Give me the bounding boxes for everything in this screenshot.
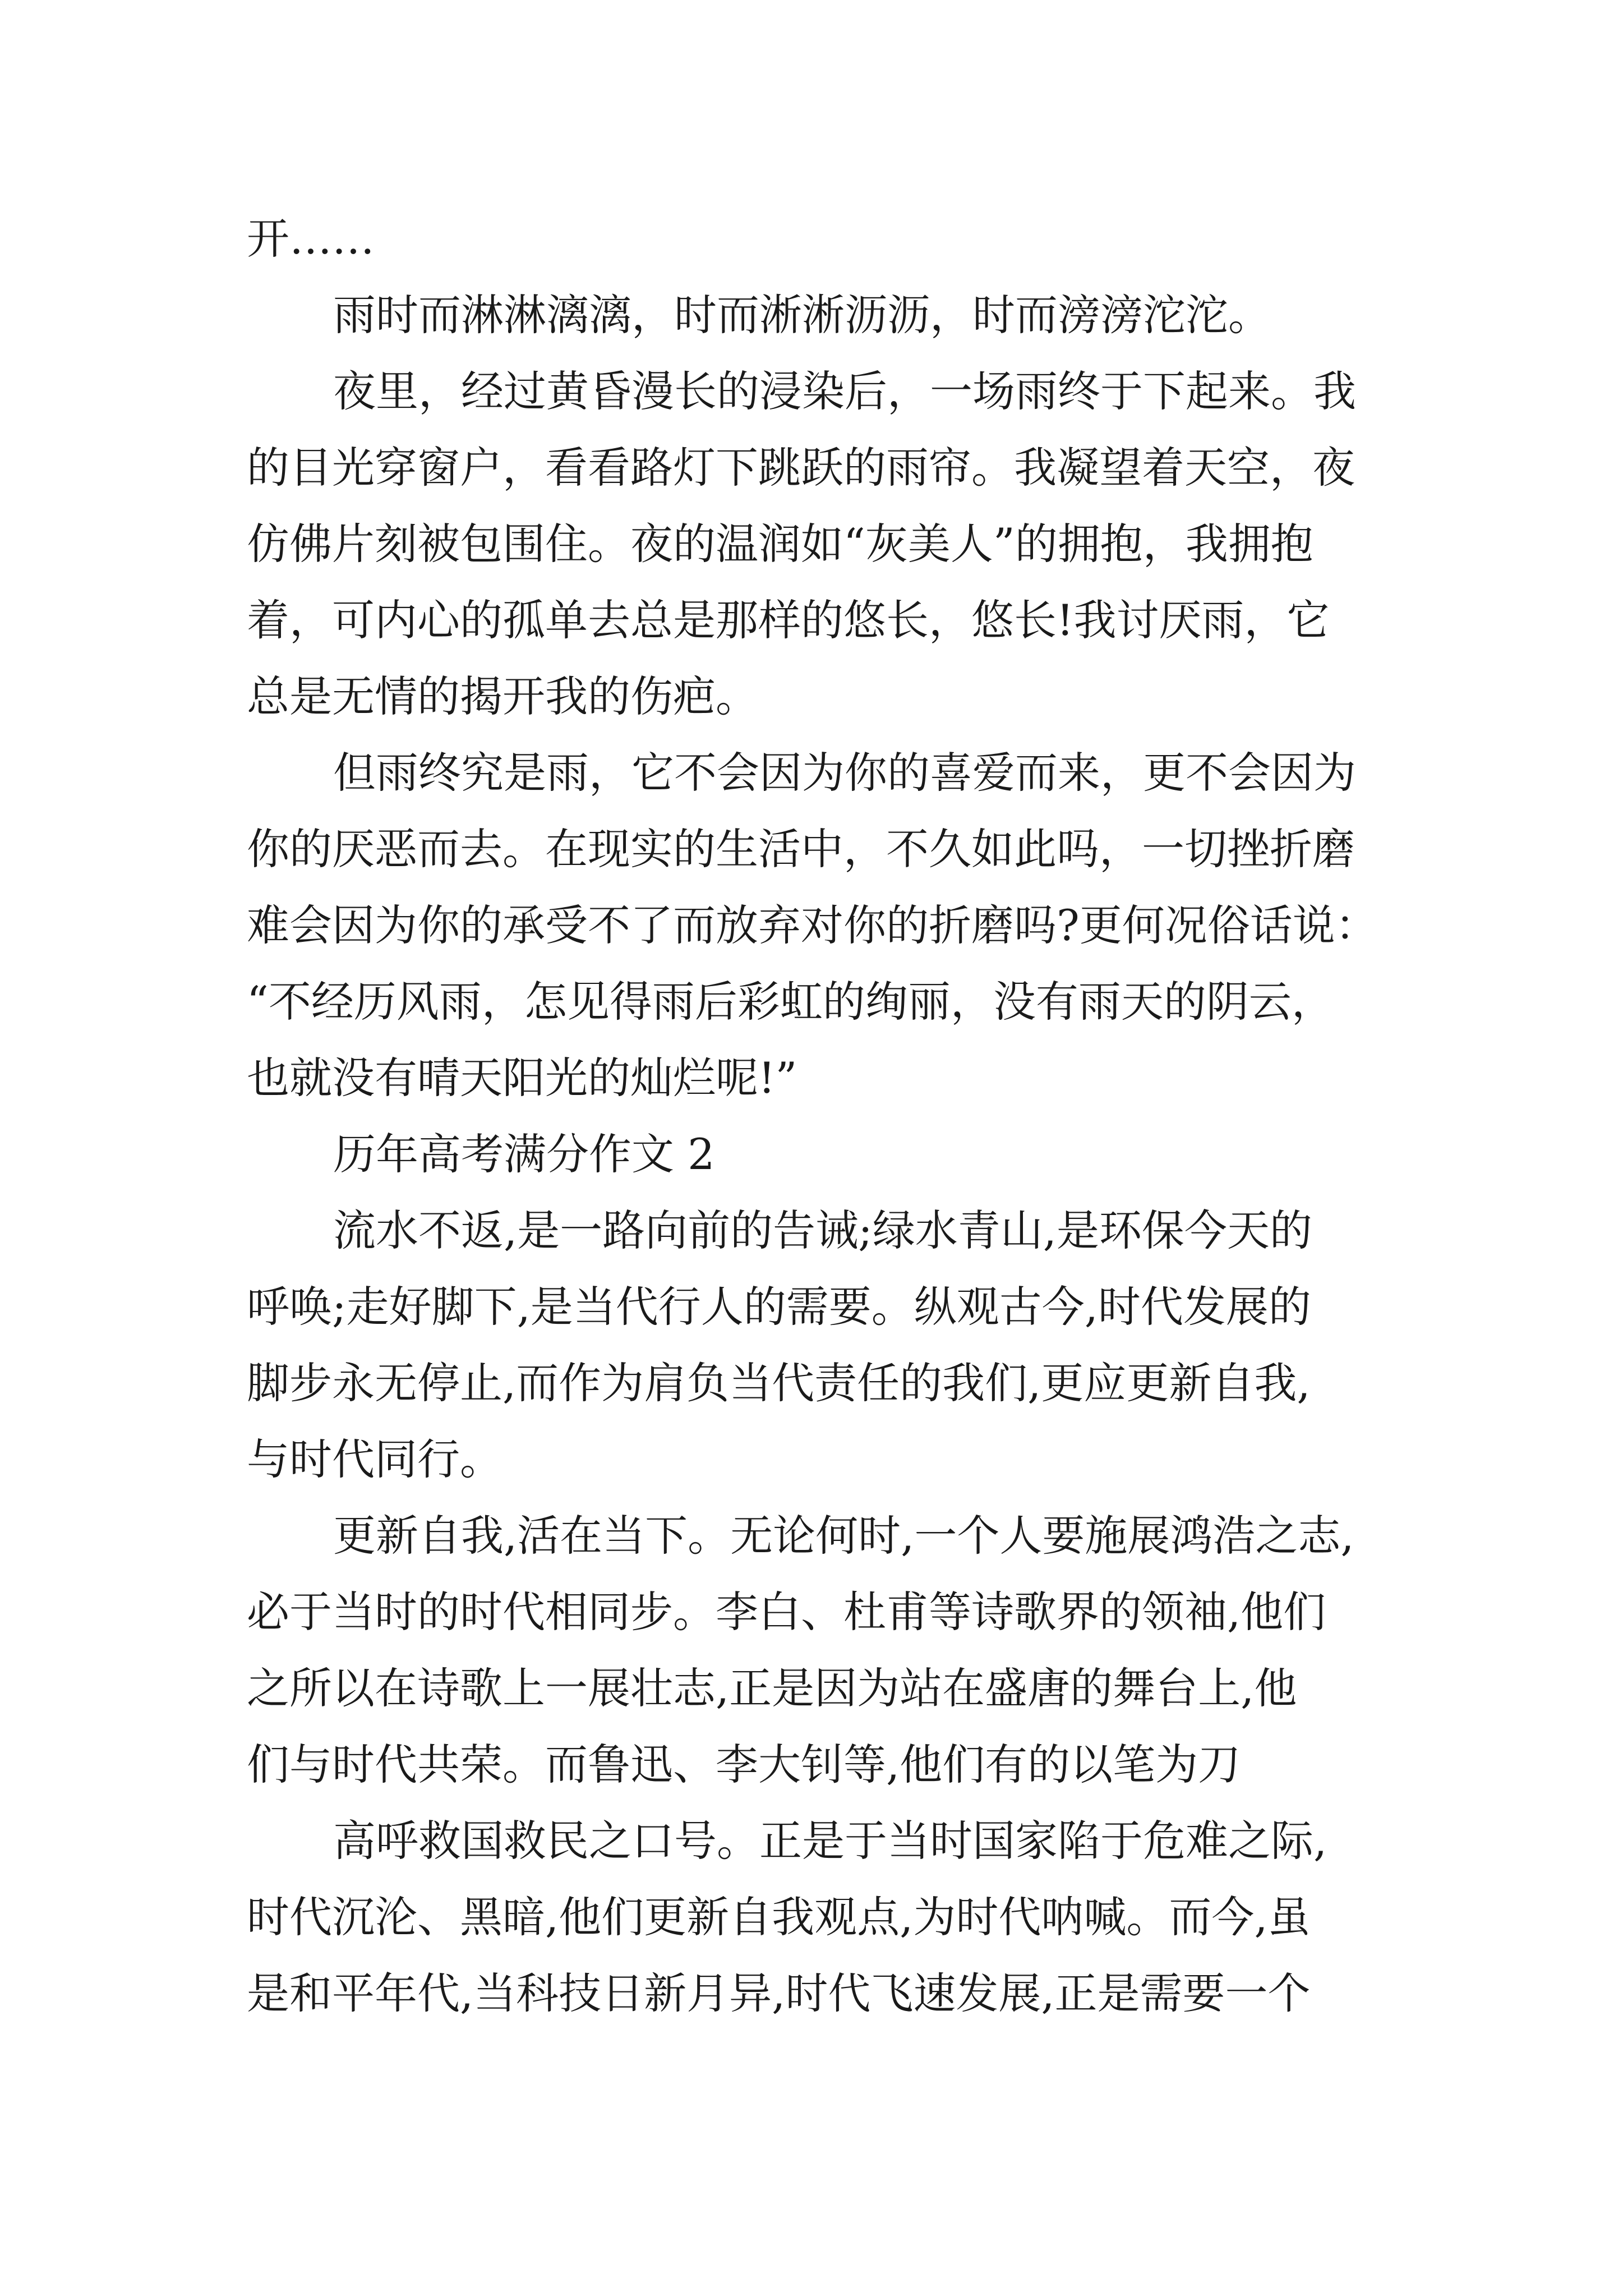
text-line: 但雨终究是雨，它不会因为你的喜爱而来，更不会因为 <box>333 748 1356 798</box>
text-line: 必于当时的时代相同步。李白、杜甫等诗歌界的领袖,他们 <box>247 1587 1326 1637</box>
text-line: 与时代同行。 <box>247 1434 502 1484</box>
section-heading <box>247 1116 1424 1193</box>
text-line: 着，可内心的孤单去总是那样的悠长，悠长!我讨厌雨，它 <box>247 595 1330 645</box>
text-line: 难会因为你的承受不了而放弃对你的折磨吗?更何况俗话说： <box>247 900 1378 950</box>
text-line: 也就没有晴天阳光的灿烂呢!” <box>247 1053 797 1103</box>
paragraph <box>247 201 1424 277</box>
paragraph <box>247 1498 1424 1803</box>
text-line: 流水不返,是一路向前的告诫;绿水青山,是环保今天的 <box>333 1205 1312 1255</box>
text-line: “不经历风雨，怎见得雨后彩虹的绚丽，没有雨天的阴云， <box>247 977 1334 1027</box>
section-heading-text: 历年高考满分作文 2 <box>333 1129 715 1179</box>
paragraph <box>247 353 1424 735</box>
text-line: 脚步永无停止,而作为肩负当代责任的我们,更应更新自我, <box>247 1358 1311 1408</box>
text-line: 更新自我,活在当下。无论何时,一个人要施展鸿浩之志, <box>333 1511 1354 1561</box>
paragraph <box>247 277 1424 353</box>
text-line: 们与时代共荣。而鲁迅、李大钊等,他们有的以笔为刀 <box>247 1740 1241 1789</box>
text-line: 开…… <box>247 214 375 264</box>
text-line: 总是无情的揭开我的伤疤。 <box>247 671 758 721</box>
text-line: 夜里，经过黄昏漫长的浸染后，一场雨终于下起来。我 <box>333 366 1356 416</box>
text-line: 高呼救国救民之口号。正是于当时国家陷于危难之际, <box>333 1816 1327 1866</box>
paragraph <box>247 1193 1424 1498</box>
text-line: 仿佛片刻被包围住。夜的温润如“灰美人”的拥抱，我拥抱 <box>247 519 1313 569</box>
text-line: 的目光穿窗户，看看路灯下跳跃的雨帘。我凝望着天空，夜 <box>247 443 1355 493</box>
text-line: 是和平年代,当科技日新月异,时代飞速发展,正是需要一个 <box>247 1968 1311 2018</box>
paragraph <box>247 1803 1424 2032</box>
text-line: 你的厌恶而去。在现实的生活中，不久如此吗，一切挫折磨 <box>247 824 1355 874</box>
document-body <box>247 201 1424 2032</box>
text-line: 雨时而淋淋漓漓，时而淅淅沥沥，时而滂滂沱沱。 <box>333 290 1271 340</box>
paragraph <box>247 735 1424 1116</box>
text-line: 之所以在诗歌上一展壮志,正是因为站在盛唐的舞台上,他 <box>247 1663 1297 1713</box>
text-line: 呼唤;走好脚下,是当代行人的需要。纵观古今,时代发展的 <box>247 1282 1311 1332</box>
text-line: 时代沉沦、黑暗,他们更新自我观点,为时代呐喊。而今,虽 <box>247 1892 1311 1942</box>
